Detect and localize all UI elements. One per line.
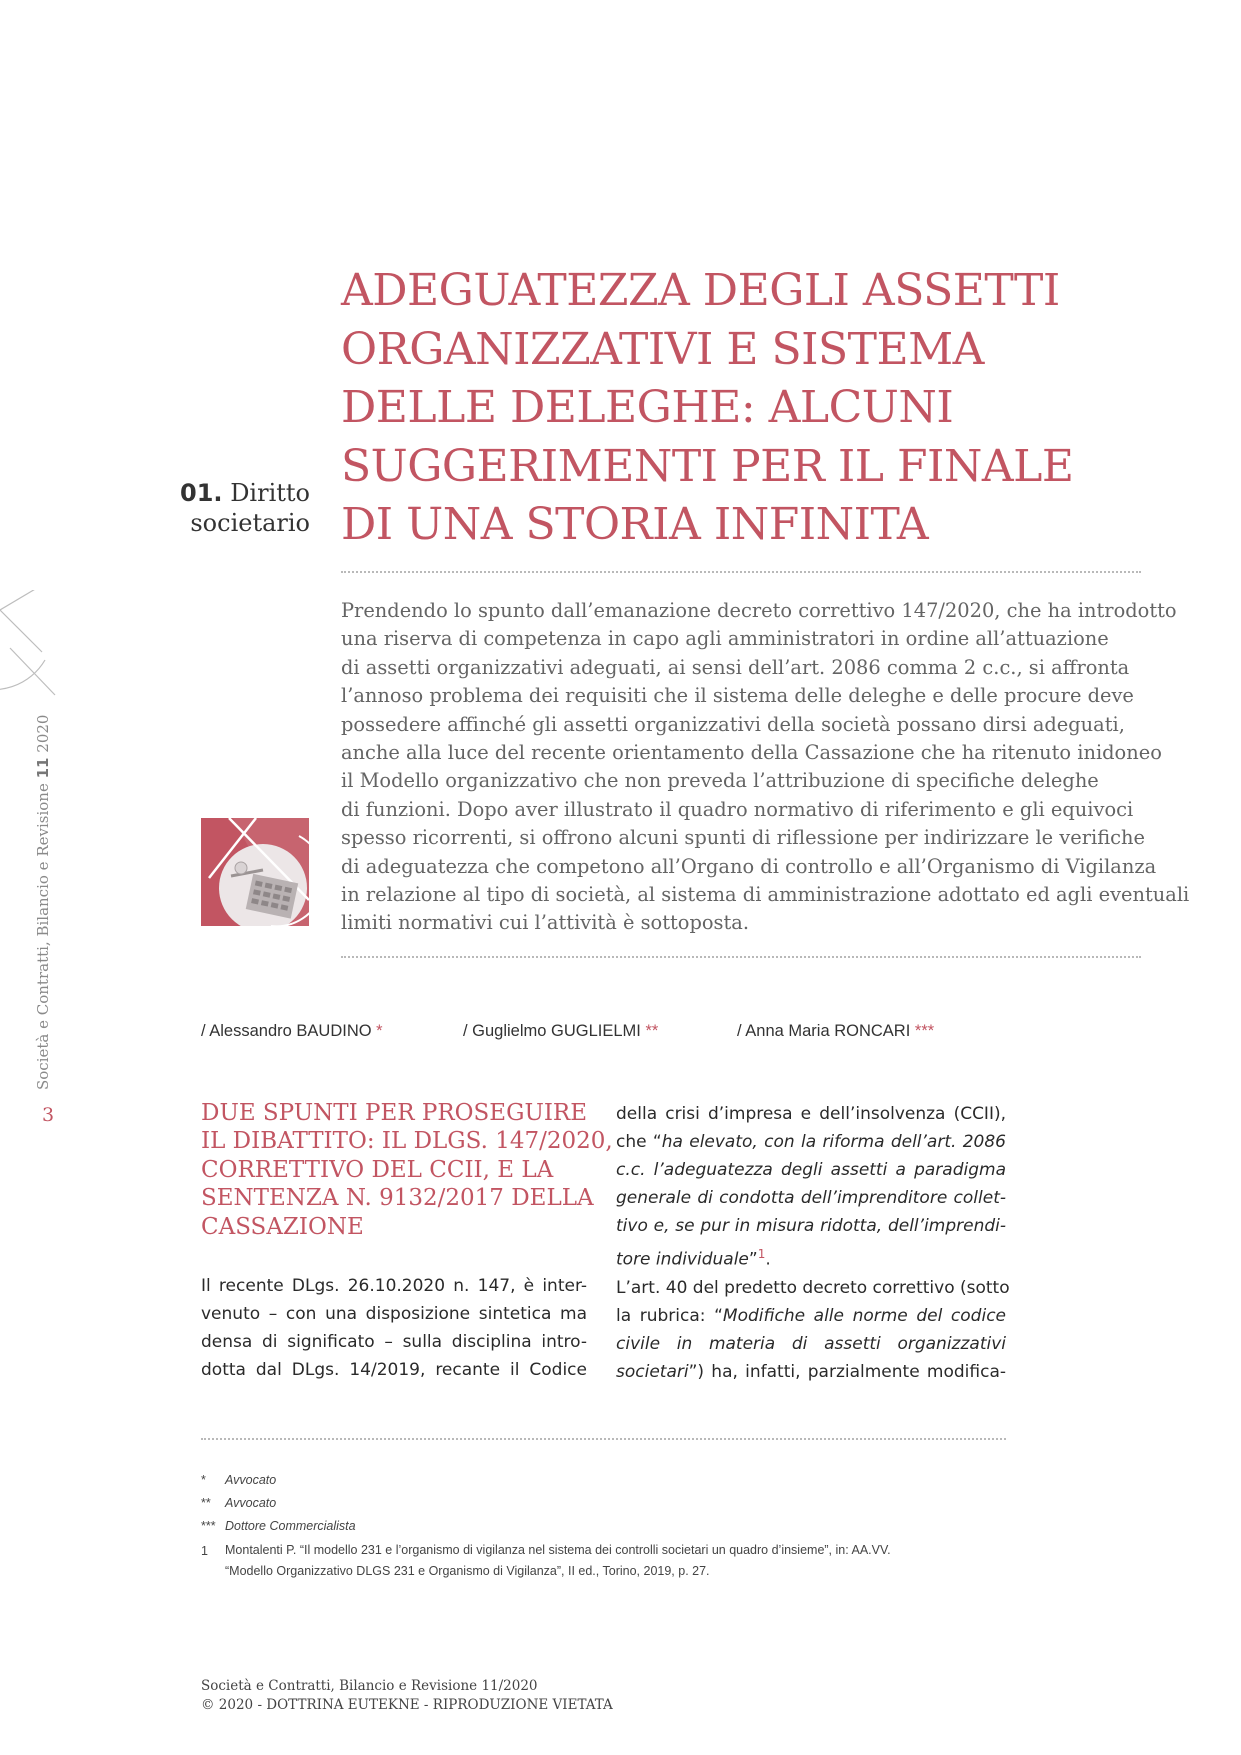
title-line: ADEGUATEZZA DEGLI ASSETTI bbox=[341, 265, 1060, 316]
author-3: / Anna Maria RONCARI *** bbox=[737, 1022, 935, 1040]
article-thumbnail bbox=[201, 818, 309, 926]
heading-line: CASSAZIONE bbox=[201, 1213, 364, 1240]
abstract-line: di funzioni. Dopo aver illustrato il quadro normativo di riferimento e gli equivoci bbox=[341, 797, 1134, 821]
abstract bbox=[341, 597, 1190, 938]
abstract-line: di adeguatezza che competono all’Organo di controllo e all’Organismo di Vigilanza bbox=[341, 854, 1157, 878]
body-line: tivo e, se pur in misura ridotta, dell’imprendi- bbox=[616, 1216, 1006, 1236]
body-line: generale di condotta dell’imprenditore collet- bbox=[616, 1188, 1006, 1208]
issue-year: 2020 bbox=[34, 714, 52, 753]
abstract-line: una riserva di competenza in capo agli amministratori in ordine all’attuazione bbox=[341, 627, 1109, 651]
abstract-line: anche alla luce del recente orientamento della Cassazione che ha ritenuto inidoneo bbox=[341, 741, 1162, 765]
footnote: *** Dottore Commercialista bbox=[201, 1519, 356, 1533]
abstract-line: in relazione al tipo di società, al sistema di amministrazione adottato ed agli eventuali bbox=[341, 883, 1190, 907]
body-column-1 bbox=[201, 1272, 587, 1384]
body-column-2 bbox=[616, 1100, 1010, 1386]
article-title bbox=[341, 262, 1101, 555]
footnote-source: 1 Montalenti P. “Il modello 231 e l’organismo di vigilanza nel sistema dei controlli societari un quadro d’insieme”, in: AA.VV. “Modello Organizzativo DLGS 231 e Organismo di Vigilanza”, II ed., Torino, 2019, p. 27. bbox=[201, 1543, 891, 1578]
footnote: ** Avvocato bbox=[201, 1496, 277, 1510]
divider-top bbox=[341, 571, 1141, 573]
body-line: societari”) ha, infatti, parzialmente modifica- bbox=[616, 1361, 1006, 1382]
title-line: SUGGERIMENTI PER IL FINALE bbox=[341, 440, 1074, 492]
abstract-line: di assetti organizzativi adeguati, ai sensi dell’art. 2086 comma 2 c.c., si affronta bbox=[341, 655, 1130, 679]
body-line: densa di significato – sulla disciplina intro- bbox=[201, 1332, 587, 1352]
section-heading bbox=[201, 1099, 613, 1241]
abstract-line: Prendendo lo spunto dall’emanazione decreto correttivo 147/2020, che ha introdotto bbox=[341, 599, 1177, 622]
title-line: DELLE DELEGHE: ALCUNI bbox=[341, 382, 954, 433]
body-line: tore individuale”$^1$. bbox=[616, 1247, 771, 1270]
footer-journal: Società e Contratti, Bilancio e Revisione 11/2020 bbox=[201, 1678, 538, 1694]
body-line: Il recente DLgs. 26.10.2020 n. 147, è inter- bbox=[201, 1276, 587, 1296]
footnote: * Avvocato bbox=[201, 1473, 277, 1487]
section-name-line2: societario bbox=[190, 509, 310, 537]
abstract-line: spesso ricorrenti, si offrono alcuni spunti di riflessione per indirizzare le verifiche bbox=[341, 826, 1145, 850]
author-2: / Guglielmo GUGLIELMI ** bbox=[463, 1022, 659, 1040]
body-line: la rubrica: “Modifiche alle norme del codice bbox=[616, 1305, 1006, 1326]
divider-mid bbox=[341, 956, 1141, 958]
author-1: / Alessandro BAUDINO * bbox=[201, 1022, 383, 1040]
section-name-line1: Diritto bbox=[230, 479, 310, 507]
title-line: DI UNA STORIA INFINITA bbox=[341, 499, 929, 550]
footnote-ref: 1 bbox=[757, 1247, 766, 1261]
divider-footnotes bbox=[201, 1438, 1006, 1440]
heading-line: SENTENZA N. 9132/2017 DELLA bbox=[201, 1185, 594, 1212]
heading-line: DUE SPUNTI PER PROSEGUIRE bbox=[201, 1100, 588, 1126]
body-line: dotta dal DLgs. 14/2019, recante il Codice bbox=[201, 1360, 587, 1380]
abstract-line: il Modello organizzativo che non preveda l’attribuzione di specifiche deleghe bbox=[341, 769, 1099, 793]
heading-line: IL DIBATTITO: IL DLGS. 147/2020, bbox=[201, 1128, 613, 1155]
abstract-line: possedere affinché gli assetti organizzativi della società possano dirsi adeguati, bbox=[341, 712, 1125, 736]
title-line: ORGANIZZATIVI E SISTEMA bbox=[341, 323, 984, 375]
section-number: 01. bbox=[180, 479, 223, 507]
body-line: che “ha elevato, con la riforma dell’art. 2086 bbox=[616, 1132, 1006, 1152]
authors bbox=[201, 1022, 1001, 1046]
heading-line: CORRETTIVO DEL CCII, E LA bbox=[201, 1156, 554, 1183]
body-line: c.c. l’adeguatezza degli assetti a paradigma bbox=[616, 1160, 1006, 1180]
body-line: della crisi d’impresa e dell’insolvenza (CCII), bbox=[616, 1104, 1006, 1124]
section-label bbox=[150, 478, 310, 538]
abstract-line: l’annoso problema dei requisiti che il sistema delle deleghe e delle procure deve bbox=[341, 684, 1134, 708]
journal-side-label: Società e Contratti, Bilancio e Revisione 11 2020 bbox=[34, 714, 52, 1090]
page-number: 3 bbox=[42, 1104, 55, 1126]
issue-number: 11 bbox=[34, 757, 52, 779]
decorative-lines-icon bbox=[0, 590, 70, 705]
page-footer bbox=[201, 1677, 801, 1715]
calculator-illustration-icon bbox=[201, 818, 309, 926]
body-line: L’art. 40 del predetto decreto correttivo (sotto bbox=[616, 1277, 1010, 1298]
body-line: venuto – con una disposizione sintetica ma bbox=[201, 1304, 587, 1324]
footer-copyright: © 2020 - DOTTRINA EUTEKNE - RIPRODUZIONE VIETATA bbox=[201, 1697, 613, 1713]
abstract-line: limiti normativi cui l’attività è sottoposta. bbox=[341, 911, 750, 935]
footnotes bbox=[201, 1469, 1041, 1582]
body-line: civile in materia di assetti organizzativi bbox=[616, 1333, 1006, 1354]
